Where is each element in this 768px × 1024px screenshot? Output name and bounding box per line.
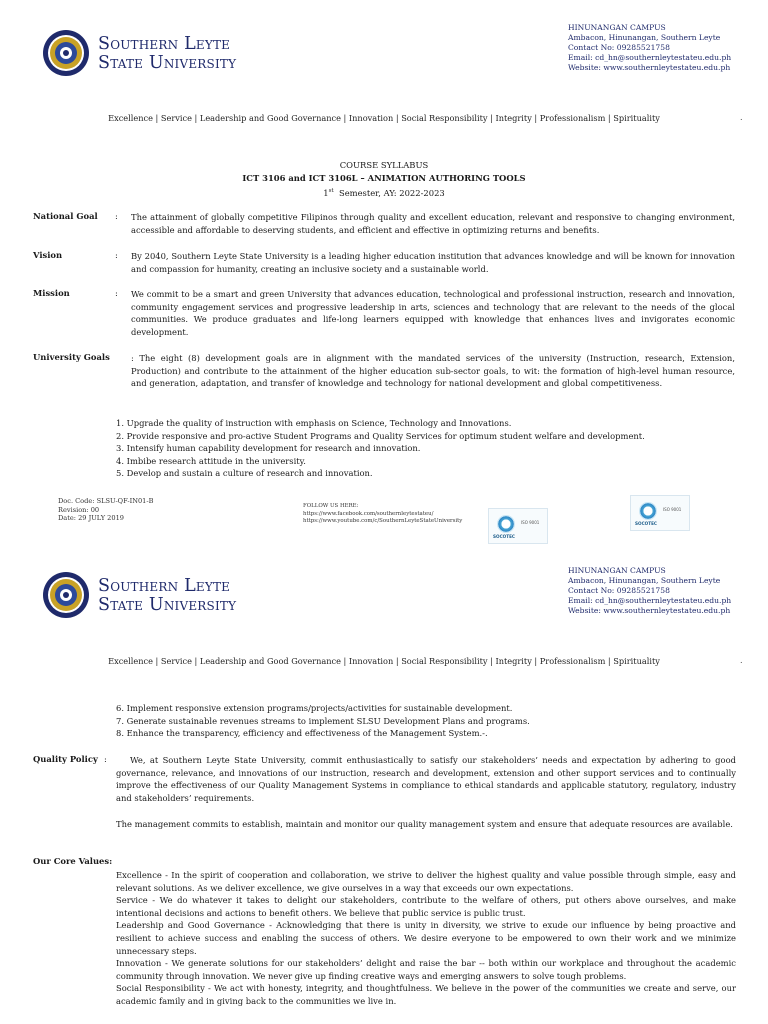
campus-address: Ambacon, Hinunangan, Southern Leyte: [568, 576, 721, 585]
campus-contact: Contact No: 09285521758: [568, 43, 670, 52]
list-item: 7. Generate sustainable revenues streams to implement SLSU Development Plans and programs.: [116, 715, 530, 726]
quality-policy-text-2: The management commits to establish, maintain and monitor our quality management system and ensure that adequate resources are available.: [116, 819, 733, 829]
university-name-line2: State University: [98, 53, 237, 73]
core-values-banner-2: Excellence | Service | Leadership and Good Governance | Innovation | Social Responsibility | Integrity | Professionalism | Spirituality: [108, 656, 660, 666]
certification-icon: [639, 502, 657, 520]
campus-website: Website: www.southernleytestateu.edu.ph: [568, 606, 731, 615]
university-logo-2: [42, 571, 282, 621]
follow-title: FOLLOW US HERE:: [303, 503, 359, 509]
mission-colon: :: [115, 288, 118, 298]
follow-us: [303, 503, 462, 526]
university-seal-icon: [42, 29, 90, 77]
certification-name: SOCOTEC: [635, 521, 657, 526]
campus-website: Website: www.southernleytestateu.edu.ph: [568, 63, 731, 72]
list-item: 4. Imbibe research attitude in the university.: [116, 455, 306, 466]
semester-text: Semester, AY: 2022-2023: [338, 187, 445, 198]
campus-address: Ambacon, Hinunangan, Southern Leyte: [568, 33, 721, 42]
vision-text: By 2040, Southern Leyte State University is a leading higher education institution that advances knowledge and will be known for innovation and compassion for humanity, creating an inclusive society and a sustainable world.: [131, 251, 735, 274]
semester-ordinal: 1: [323, 187, 329, 198]
list-item: 2. Provide responsive and pro-active Student Programs and Quality Services for optimum student welfare and development.: [116, 430, 645, 441]
list-item: Service - We do whatever it takes to delight our stakeholders, contribute to the welfare of others, put others above ourselves, and make intentional decisions and actions to benefit others. We believe that public service is public trust.: [116, 895, 736, 918]
university-name-line2: State University: [98, 595, 237, 615]
core-values-label: [33, 856, 112, 866]
university-goals-text: : The eight (8) development goals are in alignment with the mandated services of the university (Instruction, research, Extension, Production) and contribute to the attainment of the higher education sub-sector goals, to wit: the formation of high-level human resource, and generation, adaptation, and transfer of knowledge and technology for national development and global competitiveness.: [131, 353, 735, 389]
vision-label: Vision: [33, 250, 63, 260]
mission-label: Mission: [33, 288, 70, 298]
national-goal-text: The attainment of globally competitive Filipinos through quality and excellent education, relevant and responsive to changing environment, accessible and affordable to deserving students, and efficient and effective in optimizing returns and benefits.: [131, 212, 735, 235]
core-values-list: [116, 869, 736, 1008]
university-name-2: [98, 577, 236, 615]
list-item: Innovation - We generate solutions for our stakeholders’ delight and raise the bar -- both within our workplace and throughout the academic community through innovation. We never give up finding creative ways and emerging answers to solve tough problems.: [116, 958, 736, 981]
campus-info: [568, 23, 758, 73]
university-goals-label: University Goals: [33, 352, 110, 362]
quality-policy-label: Quality Policy: [33, 754, 98, 764]
trailing-mark-2: .: [740, 656, 743, 665]
certification-badge-2: [630, 495, 690, 531]
quality-policy-colon: :: [104, 754, 107, 764]
vision-colon: :: [115, 250, 118, 260]
youtube-link[interactable]: https://www.youtube.com/c/SouthernLeyteStateUniversity: [303, 518, 463, 525]
certification-icon: [497, 515, 515, 533]
semester-suffix: st: [328, 188, 334, 194]
campus-email: Email: cd_hn@southernleytestateu.edu.ph: [568, 53, 732, 62]
core-values-banner: Excellence | Service | Leadership and Good Governance | Innovation | Social Responsibility | Integrity | Professionalism | Spirituality: [108, 113, 660, 123]
list-item: 8. Enhance the transparency, efficiency and effectiveness of the Management System.-.: [116, 728, 488, 739]
campus-contact: Contact No: 09285521758: [568, 586, 670, 595]
university-name-line1: Southern Leyte: [98, 34, 231, 54]
doc-date: Date: 29 JULY 2019: [58, 514, 124, 523]
university-seal-icon: [42, 571, 90, 619]
semester-line: [0, 185, 768, 199]
goals-list-1: [116, 417, 736, 480]
certification-iso: ISO 9001: [521, 520, 540, 525]
mission-text: We commit to be a smart and green University that advances education, technological and professional instruction, research and innovation, community engagement services and progressive leadership in arts, sciences and technology that are relevant to the needs of the glocal communities. We produce graduates and life-long learners equipped with knowledge that enhances lives and invigorates economic development.: [131, 289, 735, 337]
quality-policy-text: [116, 754, 736, 804]
university-logo: [42, 29, 282, 79]
university-name-line1: Southern Leyte: [98, 576, 231, 596]
doc-type: COURSE SYLLABUS: [339, 160, 429, 170]
doc-revision: Revision: 00: [58, 505, 100, 514]
list-item: Leadership and Good Governance - Acknowledging that there is unity in diversity, we strive to exude our influence by being proactive and resilient to achieve success and enabling the success of others. We desire everyone to be empowered to own their work and we minimize unnecessary steps.: [116, 920, 736, 956]
list-item: 1. Upgrade the quality of instruction with emphasis on Science, Technology and Innovations.: [116, 418, 512, 428]
core-values-colon: :: [109, 856, 113, 866]
list-item: Excellence - In the spirit of cooperation and collaboration, we strive to deliver the highest quality and value possible through simple, easy and relevant solutions. As we deliver excellence, we give ourselves in a way that exceeds our own expectations.: [116, 870, 736, 893]
list-item: Social Responsibility - We act with honesty, integrity, and thoughtfulness. We believe in the power of the communities we create and serve, our academic family and in giving back to the communities we live in.: [116, 983, 736, 1006]
doc-control: [58, 497, 153, 523]
university-name: [98, 35, 236, 73]
core-values-label-text: Our Core Values: [33, 856, 110, 866]
list-item: 6. Implement responsive extension programs/projects/activities for sustainable development.: [116, 703, 513, 713]
doc-code: Doc. Code: SLSU-QF-IN01-B: [58, 497, 154, 505]
campus-name: HINUNANGAN CAMPUS: [568, 23, 666, 32]
national-goal-colon: :: [115, 211, 118, 221]
certification-name: SOCOTEC: [493, 534, 515, 539]
national-goal-label: National Goal: [33, 211, 98, 221]
campus-info-2: [568, 566, 758, 616]
campus-name: HINUNANGAN CAMPUS: [568, 566, 666, 575]
facebook-link[interactable]: https://www.facebook.com/southernleytestateu/: [303, 510, 434, 517]
quality-policy-body: We, at Southern Leyte State University, commit enthusiastically to satisfy our stakeholders’ needs and expectation by adhering to good governance, relevance, and innovations of our instruction, research and development, extension and other support services and to continually improve the effectiveness of our Quality Management Systems in compliance to ethical standards and applicable statutory, regulatory, industry and stakeholders’ requirements.: [116, 755, 736, 803]
certification-iso: ISO 9001: [663, 507, 682, 512]
course-title: ICT 3106 and ICT 3106L – ANIMATION AUTHORING TOOLS: [242, 173, 526, 183]
list-item: 3. Intensify human capability development for research and innovation.: [116, 443, 421, 454]
trailing-mark: .: [740, 113, 743, 122]
campus-email: Email: cd_hn@southernleytestateu.edu.ph: [568, 596, 732, 605]
list-item: 5. Develop and sustain a culture of research and innovation.: [116, 468, 373, 479]
certification-badge: [488, 508, 548, 544]
goals-list-2: [116, 702, 736, 740]
